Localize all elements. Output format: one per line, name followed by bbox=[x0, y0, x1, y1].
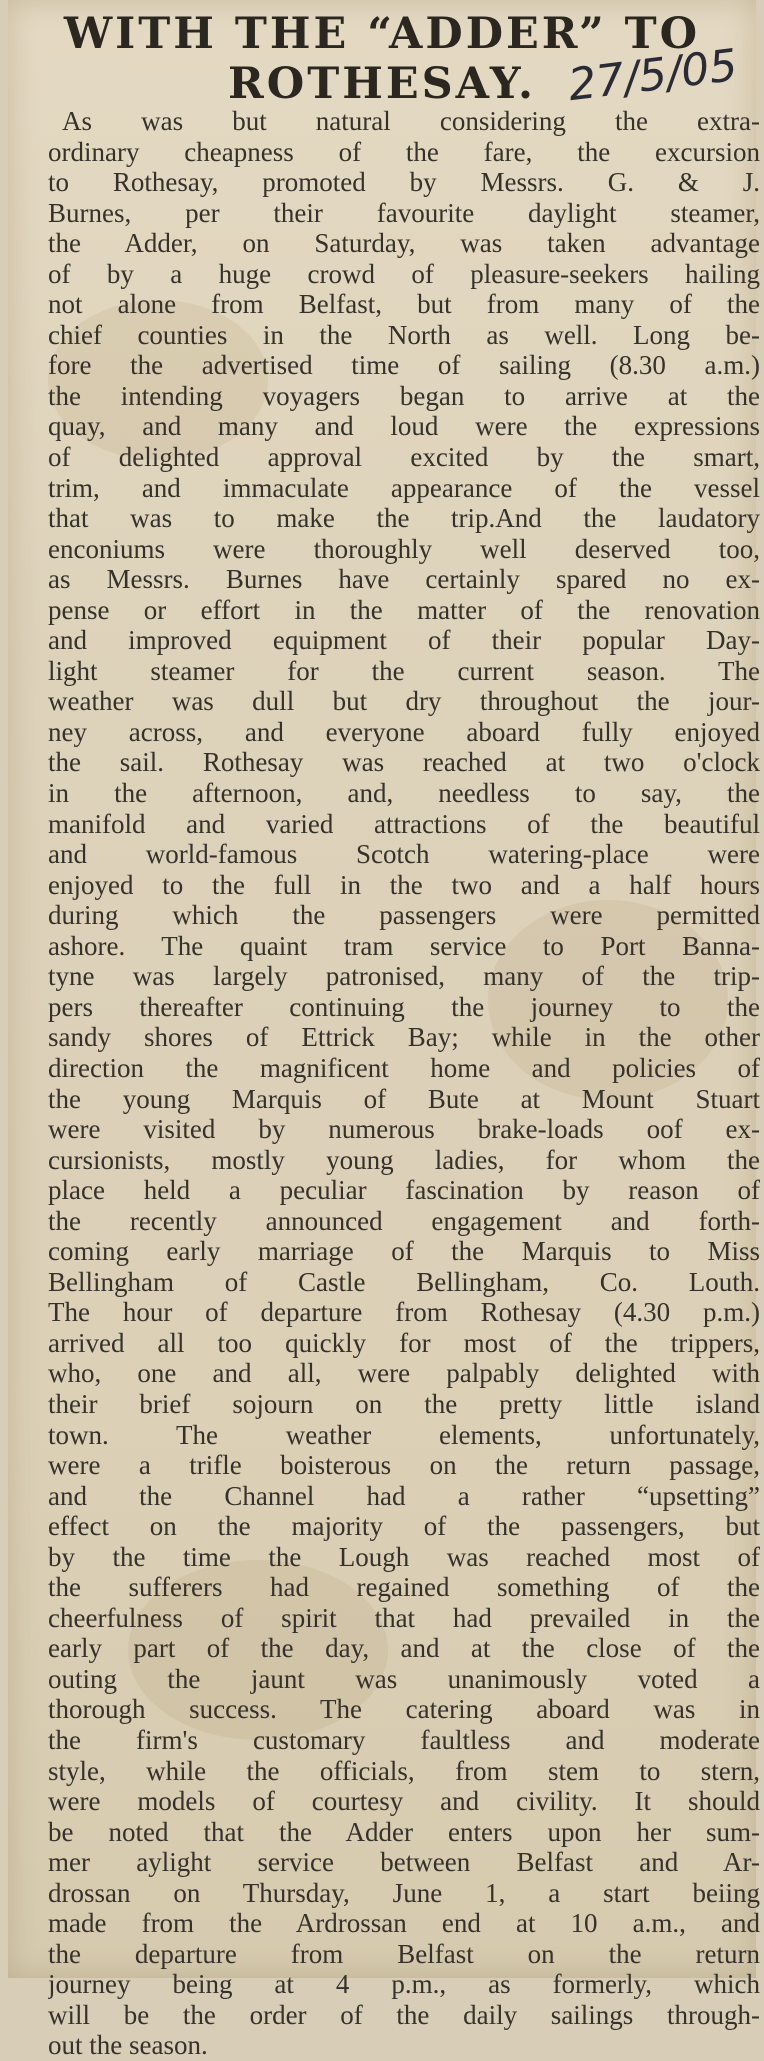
article-line: Burnes, per their favourite daylight steamer, bbox=[48, 197, 760, 228]
article-line: and the Channel had a rather “upsetting” bbox=[48, 1480, 760, 1511]
newspaper-clipping bbox=[8, 0, 760, 2061]
article-line: ordinary cheapness of the fare, the excursion bbox=[48, 136, 760, 167]
article-line: direction the magnificent home and policies of bbox=[48, 1052, 760, 1083]
article-line: their brief sojourn on the pretty little island bbox=[48, 1388, 760, 1419]
article-line: Bellingham of Castle Bellingham, Co. Louth. bbox=[48, 1266, 760, 1297]
article-line: enjoyed to the full in the two and a half hours bbox=[48, 869, 760, 900]
article-line: were a trifle boisterous on the return passage, bbox=[48, 1450, 760, 1481]
article-line: cheerfulness of spirit that had prevailed in the bbox=[48, 1602, 760, 1633]
article-line: place held a peculiar fascination by reason of bbox=[48, 1175, 760, 1206]
article-line: made from the Ardrossan end at 10 a.m., and bbox=[48, 1908, 760, 1939]
article-line: were models of courtesy and civility. It should bbox=[48, 1786, 760, 1817]
article-line: thorough success. The catering aboard was in bbox=[48, 1694, 760, 1725]
article-line: As was but natural considering the extra- bbox=[62, 106, 760, 136]
article-line: cursionists, mostly young ladies, for whom the bbox=[48, 1144, 760, 1175]
article-line: the recently announced engagement and forth- bbox=[48, 1205, 760, 1236]
article-line: that was to make the trip.And the laudatory bbox=[48, 503, 760, 534]
article-line: the sail. Rothesay was reached at two o'clock bbox=[48, 747, 760, 778]
article-line: early part of the day, and at the close of the bbox=[48, 1633, 760, 1664]
article-line: trim, and immaculate appearance of the vessel bbox=[48, 472, 760, 503]
article-line: and world-famous Scotch watering-place were bbox=[48, 839, 760, 870]
article-line: town. The weather elements, unfortunately, bbox=[48, 1419, 760, 1450]
article-line: weather was dull but dry throughout the jour- bbox=[48, 686, 760, 717]
article-line: the sufferers had regained something of the bbox=[48, 1572, 760, 1603]
article-line: of delighted approval excited by the smart, bbox=[48, 442, 760, 473]
article-line: in the afternoon, and, needless to say, the bbox=[48, 778, 760, 809]
handwritten-date: 27/5/05 bbox=[565, 39, 741, 112]
headline-line-2: ROTHESAY. bbox=[228, 59, 536, 109]
article-line: not alone from Belfast, but from many of the bbox=[48, 289, 760, 320]
article-line: to Rothesay, promoted by Messrs. G. & J. bbox=[48, 167, 760, 198]
article-line: the young Marquis of Bute at Mount Stuart bbox=[48, 1083, 760, 1114]
article-line: by the time the Lough was reached most of bbox=[48, 1541, 760, 1572]
article-line: quay, and many and loud were the expressions bbox=[48, 411, 760, 442]
article-line: outing the jaunt was unanimously voted a bbox=[48, 1663, 760, 1694]
article-line: style, while the officials, from stem to stern, bbox=[48, 1755, 760, 1786]
article-line: pers thereafter continuing the journey to the bbox=[48, 991, 760, 1022]
article-line: ney across, and everyone aboard fully enjoyed bbox=[48, 716, 760, 747]
article-line: and improved equipment of their popular Day- bbox=[48, 625, 760, 656]
article-line: coming early marriage of the Marquis to Miss bbox=[48, 1236, 760, 1267]
article-line: the firm's customary faultless and moderate bbox=[48, 1724, 760, 1755]
article-line: The hour of departure from Rothesay (4.30 p.m.) bbox=[48, 1297, 760, 1328]
article-line: who, one and all, were palpably delighted with bbox=[48, 1358, 760, 1389]
article-line: mer aylight service between Belfast and Ar- bbox=[48, 1847, 760, 1878]
article-line: arrived all too quickly for most of the trippers, bbox=[48, 1327, 760, 1358]
article-line: were visited by numerous brake-loads oof ex- bbox=[48, 1114, 760, 1145]
article-line: the Adder, on Saturday, was taken advantage bbox=[48, 228, 760, 259]
article-line: the departure from Belfast on the return bbox=[48, 1938, 760, 1969]
article-line: during which the passengers were permitted bbox=[48, 900, 760, 931]
article-line: light steamer for the current season. The bbox=[48, 655, 760, 686]
article-line: effect on the majority of the passengers, but bbox=[48, 1511, 760, 1542]
article-line: sandy shores of Ettrick Bay; while in the other bbox=[48, 1022, 760, 1053]
article-line: fore the advertised time of sailing (8.30 a.m.) bbox=[48, 350, 760, 381]
article-body bbox=[48, 106, 760, 2061]
article-line: of by a huge crowd of pleasure-seekers hailing bbox=[48, 258, 760, 289]
article-line: as Messrs. Burnes have certainly spared no ex- bbox=[48, 564, 760, 595]
article-line: journey being at 4 p.m., as formerly, which bbox=[48, 1969, 760, 2000]
article-line: be noted that the Adder enters upon her sum- bbox=[48, 1816, 760, 1847]
article-line: the intending voyagers began to arrive at the bbox=[48, 380, 760, 411]
article-line: manifold and varied attractions of the beautiful bbox=[48, 808, 760, 839]
article-line: will be the order of the daily sailings through- bbox=[48, 1999, 760, 2030]
article-line: enconiums were thoroughly well deserved too, bbox=[48, 533, 760, 564]
article-line: out the season. bbox=[48, 2030, 208, 2061]
headline-line-1: WITH THE “ADDER” TO bbox=[63, 9, 701, 59]
article-line: pense or effort in the matter of the renovation bbox=[48, 594, 760, 625]
article-line: chief counties in the North as well. Long be- bbox=[48, 319, 760, 350]
article-line: tyne was largely patronised, many of the trip- bbox=[48, 961, 760, 992]
article-line: ashore. The quaint tram service to Port Banna- bbox=[48, 930, 760, 961]
article-line: drossan on Thursday, June 1, a start beiing bbox=[48, 1877, 760, 1908]
